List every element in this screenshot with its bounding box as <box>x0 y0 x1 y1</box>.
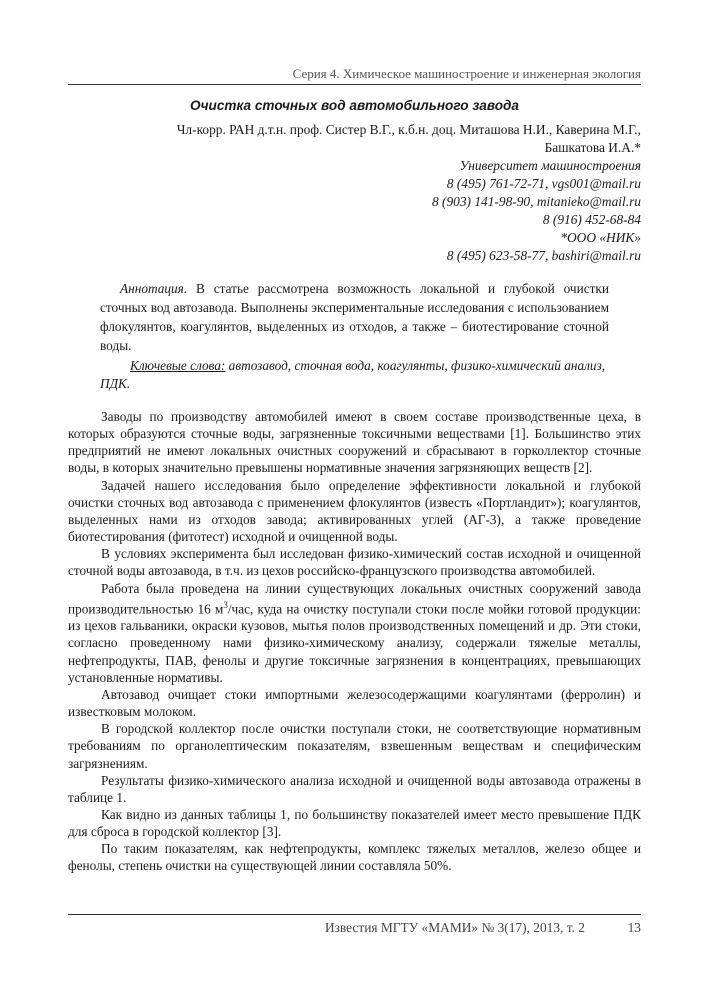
contact-line: 8 (903) 141-98-90, mitanieko@mail.ru <box>431 194 641 209</box>
contact-line: 8 (916) 452-68-84 <box>542 212 641 227</box>
body-paragraph: Автозавод очищает стоки импортными железосодержащими коагулянтами (ферролин) и известковым молоком. <box>68 686 641 720</box>
running-head: Серия 4. Химическое машиностроение и инженерная экология <box>292 66 641 81</box>
body-paragraph: В условиях эксперимента был исследован физико-химический состав исходной и очищенной сточной воды автозавода, в т.ч. из цехов российско-французского производства автомобилей. <box>68 546 641 579</box>
body-paragraph <box>68 580 641 686</box>
journal-citation: Известия МГТУ «МАМИ» № 3(17), 2013, т. 2 <box>324 920 585 935</box>
authors-line: Башкатова И.А.* <box>544 140 641 155</box>
body-paragraph: В городской коллектор после очистки поступали стоки, не соответствующие нормативным требованиям по органолептическим показателям, взвешенным веществам и специфическим загрязнениям. <box>68 721 641 771</box>
authors-line: Чл-корр. РАН д.т.н. проф. Систер В.Г., к.б.н. доц. Миташова Н.И., Каверина М.Г., <box>176 122 641 137</box>
affiliation: Университет машиностроения <box>459 158 641 173</box>
contact-line: 8 (495) 761-72-71, vgs001@mail.ru <box>446 176 641 191</box>
keywords-text: автозавод, сточная вода, коагулянты, физико-химический анализ, ПДК. <box>100 358 606 391</box>
keywords-label: Ключевые слова: <box>130 358 226 373</box>
author-block <box>100 121 641 265</box>
body-paragraph: По таким показателям, как нефтепродукты, комплекс тяжелых металлов, железо общее и фенолы, степень очистки на существующей линии составляла 50%. <box>68 841 641 874</box>
header-rule <box>68 84 641 85</box>
body-paragraph: Задачей нашего исследования было определение эффективности локальной и глубокой очистки сточных вод автозавода с применением флокулянтов (известь «Портландит»); коагулянтов, выделенных нами из отходов завода; активированных углей (АГ-3), а также проведение биотестирования (фитотест) исходной и очищенной воды. <box>68 477 641 545</box>
article-body <box>68 408 641 875</box>
article-title: Очистка сточных вод автомобильного завода <box>190 98 519 113</box>
abstract-text: В статье рассмотрена возможность локальной и глубокой очистки сточных вод автозавода. Выполнены экспериментальные исследования с использованием флокулянтов, коагулянтов, выделенных из отходов, а также – биотестирование сточной воды. <box>100 281 609 353</box>
body-paragraph: Результаты физико-химического анализа исходной и очищенной воды автозавода отражены в таблице 1. <box>68 772 641 805</box>
body-paragraph: Заводы по производству автомобилей имеют в своем составе производственные цеха, в которых образуются сточные воды, загрязненные токсичными веществами [1]. Большинство этих предприятий не имеют локальных очистных сооружений и сбрасывают в горколлектор сточные воды, в которых значительно превышены нормативные значения загрязняющих веществ [2]. <box>68 409 641 476</box>
page-number: 13 <box>627 920 641 935</box>
keywords <box>100 357 609 393</box>
abstract-label: Аннотация. <box>120 281 188 296</box>
body-text-run: /час, куда на очистку поступали стоки после мойки готовой продукции: из цехов гальваники, окраски кузовов, мытья полов производственных помещений и др. Эти стоки, согласно проведенному нами физико-химическому анализу, содержали тяжелые металлы, нефтепродукты, ПАВ, фенолы и другие токсичные загрязнения в концентрациях, превышающих установленные нормативы. <box>68 601 641 685</box>
superscript: 3 <box>223 599 228 610</box>
body-paragraph: Как видно из данных таблицы 1, по большинству показателей имеет место превышение ПДК для сброса в городской коллектор [3]. <box>68 807 641 840</box>
body-text-run: Работа была проведена на линии существующих локальных очистных сооружений завода производительностью 16 м <box>68 580 641 617</box>
abstract <box>100 279 609 355</box>
contact-line: 8 (495) 623-58-77, bashiri@mail.ru <box>446 248 641 263</box>
footer-rule <box>68 914 641 915</box>
affiliation-secondary: *ООО «НИК» <box>560 230 641 245</box>
